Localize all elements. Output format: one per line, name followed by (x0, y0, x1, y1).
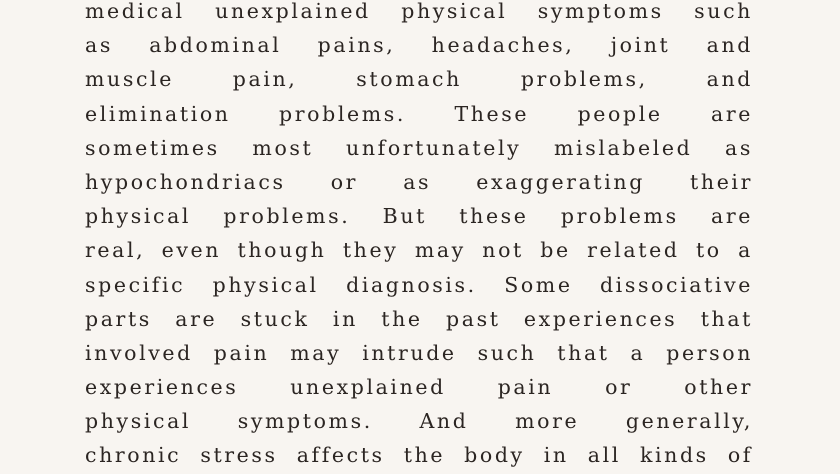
text-line: elimination problems. These people are (85, 101, 753, 126)
text-line: chronic stress affects the body in all kinds of (85, 443, 753, 468)
text-line: physical symptoms. And more generally, (85, 409, 753, 434)
text-line: parts are stuck in the past experiences that (85, 306, 753, 331)
text-line: medical unexplained physical symptoms such (85, 0, 753, 23)
text-line: experiences unexplained pain or other (85, 375, 753, 400)
text-line: sometimes most unfortunately mislabeled as (85, 135, 753, 160)
text-line: muscle pain, stomach problems, and (85, 67, 753, 92)
text-line: physical problems. But these problems are (85, 204, 753, 229)
body-paragraph (85, 0, 753, 473)
text-line: specific physical diagnosis. Some dissociative (85, 272, 753, 297)
text-line: involved pain may intrude such that a person (85, 340, 753, 365)
text-line: as abdominal pains, headaches, joint and (85, 33, 753, 58)
text-line: hypochondriacs or as exaggerating their (85, 169, 753, 194)
text-line: real, even though they may not be related to a (85, 238, 753, 263)
